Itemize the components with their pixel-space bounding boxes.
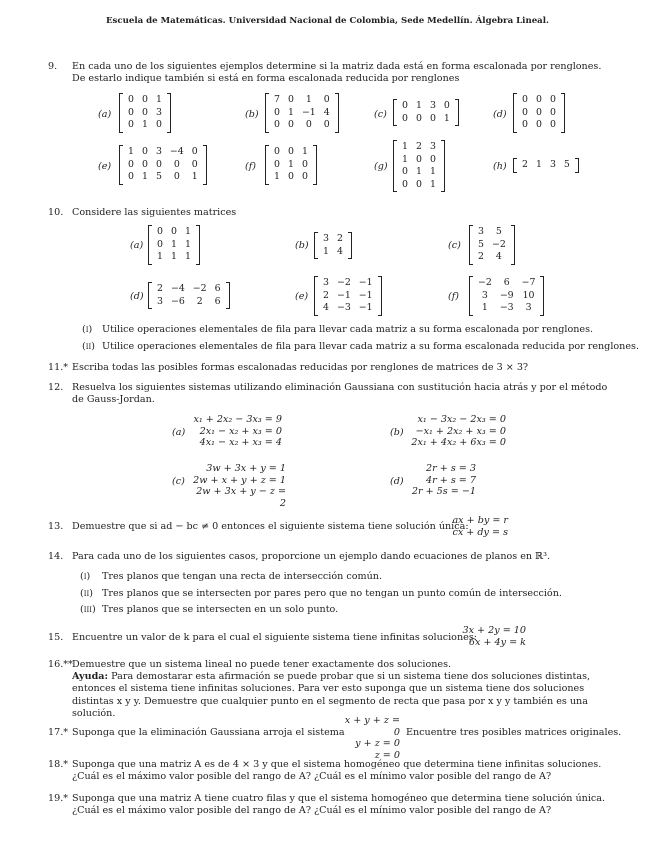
matrix-cell: 0 bbox=[191, 146, 198, 157]
matrix-cell: 3 bbox=[157, 295, 163, 307]
matrix-cell: 1 bbox=[157, 251, 163, 263]
matrix-cell: −2 bbox=[478, 277, 492, 288]
problem-19-text: Suponga que una matriz A tiene cuatro filas y que el sistema homogéneo que determina tiene solución única. ¿Cuál es el máximo valor posible del rango de A? ¿Cuál es el mínimo valor posible del rango de A? bbox=[72, 793, 606, 817]
p10-matrix-c bbox=[469, 225, 515, 265]
matrix-cell: 0 bbox=[173, 158, 180, 170]
matrix-cell: 3 bbox=[323, 233, 329, 244]
p9-matrix-h bbox=[513, 158, 579, 173]
matrix-row bbox=[518, 159, 574, 172]
matrix-grid bbox=[398, 100, 454, 125]
matrix-cell: −1 bbox=[336, 289, 351, 301]
p12-c-eq2: 2w + x + y + z = 1 bbox=[193, 474, 286, 486]
matrix-cell: 0 bbox=[157, 226, 163, 237]
matrix-cell: 1 bbox=[287, 158, 294, 170]
problem-16-text: Demuestre que un sistema lineal no puede tener exactamente dos soluciones. bbox=[72, 659, 452, 670]
matrix-cell: 1 bbox=[184, 226, 191, 237]
matrix-cell: 1 bbox=[274, 171, 280, 183]
problem-18-text: Suponga que una matriz A es de 4 × 3 y que el sistema homogéneo que determina tiene infinitas soluciones. ¿Cuál es el máximo valor posible del rango de A? ¿Cuál es el mínimo valor posible del rango de A? bbox=[72, 759, 602, 783]
matrix-cell: 2 bbox=[196, 295, 203, 307]
matrix-cell: 0 bbox=[274, 106, 280, 118]
p10-label-c: (c) bbox=[448, 240, 461, 251]
matrix-row bbox=[474, 226, 510, 239]
matrix-cell: 1 bbox=[184, 251, 191, 263]
matrix-row bbox=[518, 107, 560, 120]
matrix-cell: 0 bbox=[522, 106, 528, 118]
p12-label-b: (b) bbox=[390, 427, 404, 438]
matrix-row bbox=[153, 239, 195, 252]
p10-label-b: (b) bbox=[295, 240, 309, 251]
p9-label-d: (d) bbox=[493, 109, 507, 120]
matrix-cell: 3 bbox=[155, 106, 162, 118]
matrix-row bbox=[474, 277, 539, 290]
matrix-cell: −3 bbox=[499, 302, 514, 314]
matrix-cell: 1 bbox=[415, 100, 422, 111]
p12-label-d: (d) bbox=[390, 476, 404, 487]
matrix-cell: −1 bbox=[358, 302, 373, 314]
p12-a-eq3: 4x₁ − x₂ + x₃ = 4 bbox=[199, 437, 282, 449]
p9-matrix-f bbox=[265, 145, 317, 185]
matrix-cell: 0 bbox=[415, 178, 422, 190]
p10-sub-ii-number: (ii) bbox=[82, 341, 96, 352]
p16-hint-label: Ayuda: bbox=[72, 671, 109, 682]
matrix-cell: 0 bbox=[549, 94, 556, 105]
matrix-cell: 0 bbox=[128, 158, 134, 170]
matrix-cell: 1 bbox=[301, 146, 308, 157]
p12-b-eq2: −x₁ + 2x₂ + x₃ = 0 bbox=[415, 425, 506, 437]
p10-label-e: (e) bbox=[295, 291, 309, 302]
matrix-cell: 0 bbox=[274, 158, 280, 170]
problem-12-text: Resuelva los siguientes sistemas utilizando eliminación Gaussiana con sustitución hacia atrás y por el método de Gauss-Jordan. bbox=[72, 382, 608, 406]
problem-9-number: 9. bbox=[48, 61, 58, 72]
matrix-cell: 0 bbox=[402, 112, 408, 124]
matrix-row bbox=[398, 113, 454, 126]
matrix-row bbox=[398, 166, 440, 179]
problem-15-number: 15. bbox=[48, 632, 64, 643]
matrix-cell: 3 bbox=[155, 146, 162, 157]
problem-9-text: En cada uno de los siguientes ejemplos determine si la matriz dada está en forma escalonada por renglones. De estarlo indique también si está en forma escalonada reducida por renglones bbox=[72, 61, 602, 85]
p14-sub-ii-text: Tres planos que se intersecten por pares pero que no tengan un punto común de intersección. bbox=[102, 588, 562, 599]
problem-17-text: Suponga que la eliminación Gaussiana arroja el sistema bbox=[72, 727, 345, 738]
p10-label-f: (f) bbox=[448, 291, 460, 302]
matrix-grid bbox=[518, 159, 574, 172]
matrix-cell: 0 bbox=[128, 119, 134, 131]
matrix-grid bbox=[270, 146, 312, 184]
problem-13-text: Demuestre que si ad − bc ≠ 0 entonces el siguiente sistema tiene solución única: bbox=[72, 521, 469, 532]
p12-d-eq3: 2r + 5s = −1 bbox=[411, 486, 476, 498]
matrix-row bbox=[398, 100, 454, 113]
matrix-cell: −9 bbox=[499, 289, 514, 301]
problem-17-number: 17.* bbox=[48, 727, 69, 738]
p12-system-b bbox=[408, 414, 506, 449]
matrix-cell: 1 bbox=[155, 94, 162, 105]
p10-matrix-d bbox=[148, 282, 230, 309]
matrix-row bbox=[270, 107, 334, 120]
matrix-cell: 0 bbox=[429, 112, 436, 124]
matrix-cell: 5 bbox=[495, 226, 502, 237]
matrix-cell: 2 bbox=[323, 289, 329, 301]
matrix-grid bbox=[270, 94, 334, 132]
p12-d-eq2: 4r + s = 7 bbox=[426, 474, 476, 486]
matrix-grid bbox=[398, 141, 440, 191]
matrix-cell: 10 bbox=[522, 289, 535, 301]
matrix-row bbox=[153, 283, 225, 296]
matrix-row bbox=[270, 171, 312, 184]
p13-system bbox=[450, 515, 508, 538]
problem-19-number: 19.* bbox=[48, 793, 69, 804]
p13-eq2: cx + dy = s bbox=[452, 526, 508, 538]
matrix-grid bbox=[153, 283, 225, 308]
problem-15-text: Encuentre un valor de k para el cual el siguiente sistema tiene infinitas soluciones: bbox=[72, 632, 477, 643]
matrix-cell: 0 bbox=[402, 166, 408, 178]
matrix-cell: 3 bbox=[429, 100, 436, 111]
matrix-row bbox=[153, 251, 195, 264]
matrix-cell: 2 bbox=[522, 159, 528, 170]
matrix-cell: 1 bbox=[287, 106, 294, 118]
matrix-cell: 0 bbox=[415, 112, 422, 124]
matrix-cell: 3 bbox=[525, 302, 532, 314]
matrix-row bbox=[319, 290, 377, 303]
matrix-cell: 4 bbox=[323, 106, 330, 118]
p9-matrix-d bbox=[513, 93, 565, 133]
matrix-cell: 0 bbox=[141, 158, 148, 170]
matrix-cell: −6 bbox=[170, 295, 185, 307]
matrix-cell: 0 bbox=[301, 158, 308, 170]
matrix-cell: 3 bbox=[323, 277, 329, 288]
matrix-row bbox=[270, 119, 334, 132]
matrix-cell: −4 bbox=[169, 146, 184, 157]
p10-matrix-a bbox=[148, 225, 200, 265]
p9-label-f: (f) bbox=[245, 161, 257, 172]
matrix-cell: 2 bbox=[336, 233, 343, 244]
p14-sub-i-text: Tres planos que tengan una recta de intersección común. bbox=[102, 571, 383, 582]
p15-eq1: 3x + 2y = 10 bbox=[462, 625, 526, 636]
p14-sub-iii-number: (iii) bbox=[80, 604, 96, 615]
matrix-cell: 0 bbox=[549, 119, 556, 131]
matrix-cell: −1 bbox=[358, 277, 373, 288]
matrix-cell: −1 bbox=[358, 289, 373, 301]
p10-matrix-b bbox=[314, 232, 352, 259]
matrix-cell: 1 bbox=[128, 146, 134, 157]
matrix-grid bbox=[124, 146, 202, 184]
p9-label-a: (a) bbox=[98, 109, 112, 120]
problem-17-after: Encuentre tres posibles matrices originales. bbox=[406, 727, 622, 738]
matrix-cell: 3 bbox=[481, 289, 488, 301]
matrix-row bbox=[124, 146, 202, 159]
matrix-cell: 1 bbox=[184, 238, 191, 250]
matrix-cell: 0 bbox=[402, 100, 408, 111]
p10-label-d: (d) bbox=[130, 291, 144, 302]
matrix-cell: 1 bbox=[191, 171, 198, 183]
matrix-cell: 5 bbox=[563, 159, 570, 170]
matrix-cell: 1 bbox=[170, 251, 177, 263]
p16-hint-text: Para demostarar esta afirmación se puede probar que si un sistema tiene dos soluciones distintas, entonces el sistema tiene infinitas soluciones. Para ver esto suponga que un sistema tiene dos soluciones distintas x y y. Demuestre que cualquier punto en el segmento de recta que pasa por x y y también es una solución. bbox=[72, 671, 591, 720]
matrix-row bbox=[319, 246, 347, 259]
matrix-cell: 0 bbox=[141, 146, 148, 157]
p12-d-eq1: 2r + s = 3 bbox=[426, 463, 476, 474]
p9-matrix-c bbox=[393, 99, 459, 126]
matrix-cell: 3 bbox=[429, 141, 436, 152]
matrix-cell: 0 bbox=[522, 119, 528, 131]
matrix-cell: −4 bbox=[170, 283, 185, 294]
p9-label-e: (e) bbox=[98, 161, 112, 172]
p10-sub-i-number: (i) bbox=[82, 324, 93, 335]
matrix-grid bbox=[124, 94, 166, 132]
p12-c-eq1: 3w + 3x + y = 1 bbox=[206, 463, 286, 474]
problem-10-text: Considere las siguientes matrices bbox=[72, 207, 237, 218]
p14-sub-iii-text: Tres planos que se intersecten en un solo punto. bbox=[102, 604, 339, 615]
p12-b-eq1: x₁ − 3x₂ − 2x₃ = 0 bbox=[417, 414, 506, 425]
matrix-row bbox=[518, 94, 560, 107]
p13-eq1: ax + by = r bbox=[452, 515, 508, 526]
p9-matrix-g bbox=[393, 140, 445, 192]
matrix-cell: 4 bbox=[495, 251, 502, 263]
matrix-row bbox=[474, 239, 510, 252]
matrix-cell: 0 bbox=[305, 119, 312, 131]
matrix-cell: 0 bbox=[287, 171, 294, 183]
p9-matrix-a bbox=[119, 93, 171, 133]
matrix-row bbox=[270, 146, 312, 159]
matrix-cell: 1 bbox=[415, 166, 422, 178]
p10-matrix-e bbox=[314, 276, 382, 316]
matrix-cell: −3 bbox=[336, 302, 351, 314]
p12-system-c bbox=[190, 463, 286, 509]
matrix-cell: −7 bbox=[521, 277, 536, 288]
matrix-grid bbox=[153, 226, 195, 264]
matrix-cell: 0 bbox=[287, 146, 294, 157]
matrix-grid bbox=[319, 277, 377, 315]
p15-eq2: 6x + 4y = k bbox=[468, 636, 526, 648]
p9-label-b: (b) bbox=[245, 109, 259, 120]
matrix-grid bbox=[319, 233, 347, 258]
matrix-row bbox=[319, 233, 347, 246]
matrix-grid bbox=[474, 226, 510, 264]
matrix-cell: 0 bbox=[429, 153, 436, 165]
matrix-row bbox=[124, 171, 202, 184]
p12-c-eq3: 2w + 3x + y − z = 2 bbox=[196, 486, 286, 509]
problem-18-number: 18.* bbox=[48, 759, 69, 770]
problem-16-number: 16.** bbox=[48, 659, 73, 670]
matrix-cell: 0 bbox=[155, 158, 162, 170]
matrix-cell: 0 bbox=[170, 226, 177, 237]
p10-label-a: (a) bbox=[130, 240, 144, 251]
p9-label-h: (h) bbox=[493, 161, 507, 172]
matrix-cell: 0 bbox=[274, 146, 280, 157]
matrix-grid bbox=[518, 94, 560, 132]
matrix-row bbox=[319, 277, 377, 290]
matrix-cell: 2 bbox=[478, 251, 484, 263]
problem-12-number: 12. bbox=[48, 382, 64, 393]
matrix-row bbox=[319, 302, 377, 315]
matrix-cell: 0 bbox=[549, 106, 556, 118]
matrix-cell: 4 bbox=[323, 302, 329, 314]
p15-system bbox=[462, 625, 526, 648]
matrix-cell: 0 bbox=[141, 106, 148, 118]
matrix-cell: 1 bbox=[429, 178, 436, 190]
matrix-cell: 0 bbox=[128, 106, 134, 118]
p10-sub-i-text: Utilice operaciones elementales de fila para llevar cada matriz a su forma escalonada por renglones. bbox=[102, 324, 594, 335]
matrix-row bbox=[270, 94, 334, 107]
matrix-row bbox=[474, 290, 539, 303]
matrix-cell: 0 bbox=[443, 100, 450, 111]
p10-sub-ii-text: Utilice operaciones elementales de fila para llevar cada matriz a su forma escalonada reducida por renglones. bbox=[102, 341, 640, 352]
matrix-cell: 1 bbox=[305, 94, 312, 105]
matrix-cell: 1 bbox=[481, 302, 488, 314]
problem-13-number: 13. bbox=[48, 521, 64, 532]
p9-label-c: (c) bbox=[374, 109, 387, 120]
matrix-cell: 0 bbox=[323, 94, 330, 105]
matrix-cell: 0 bbox=[157, 238, 163, 250]
matrix-cell: 5 bbox=[478, 238, 484, 250]
matrix-cell: 0 bbox=[287, 119, 294, 131]
matrix-cell: 5 bbox=[155, 171, 162, 183]
p10-matrix-f bbox=[469, 276, 544, 316]
matrix-cell: 0 bbox=[155, 119, 162, 131]
p12-system-a bbox=[190, 414, 282, 449]
p17-eq1: x + y + z = 0 bbox=[344, 715, 400, 738]
matrix-cell: 0 bbox=[191, 158, 198, 170]
matrix-row bbox=[153, 296, 225, 309]
matrix-cell: 0 bbox=[173, 171, 180, 183]
matrix-cell: 1 bbox=[535, 159, 542, 170]
matrix-cell: 0 bbox=[128, 171, 134, 183]
matrix-row bbox=[474, 302, 539, 315]
matrix-row bbox=[124, 94, 166, 107]
p9-label-g: (g) bbox=[374, 161, 388, 172]
matrix-cell: 1 bbox=[141, 171, 148, 183]
matrix-cell: 1 bbox=[402, 153, 408, 165]
matrix-cell: −1 bbox=[301, 106, 316, 118]
problem-11-text: Escriba todas las posibles formas escalonadas reducidas por renglones de matrices de 3 × 3? bbox=[72, 362, 529, 373]
matrix-cell: 2 bbox=[157, 283, 163, 294]
p14-sub-i-number: (i) bbox=[80, 571, 91, 582]
p9-matrix-e bbox=[119, 145, 207, 185]
matrix-cell: −2 bbox=[491, 238, 506, 250]
matrix-cell: 0 bbox=[535, 94, 542, 105]
p12-a-eq2: 2x₁ − x₂ + x₃ = 0 bbox=[199, 425, 282, 437]
matrix-row bbox=[474, 251, 510, 264]
matrix-row bbox=[124, 119, 166, 132]
problem-14-number: 14. bbox=[48, 551, 64, 562]
matrix-grid bbox=[474, 277, 539, 315]
matrix-cell: 0 bbox=[287, 94, 294, 105]
matrix-cell: 6 bbox=[214, 283, 221, 294]
matrix-row bbox=[124, 107, 166, 120]
matrix-cell: 6 bbox=[503, 277, 510, 288]
problem-11-number: 11.* bbox=[48, 362, 69, 373]
matrix-cell: 0 bbox=[415, 153, 422, 165]
p17-eq3: z = 0 bbox=[374, 749, 400, 761]
matrix-cell: 6 bbox=[214, 295, 221, 307]
matrix-cell: 1 bbox=[323, 245, 329, 257]
matrix-row bbox=[124, 159, 202, 172]
matrix-cell: 0 bbox=[141, 94, 148, 105]
problem-16-hint bbox=[72, 671, 612, 721]
matrix-cell: 1 bbox=[141, 119, 148, 131]
matrix-cell: 3 bbox=[549, 159, 556, 170]
matrix-cell: 0 bbox=[128, 94, 134, 105]
p12-system-d bbox=[408, 463, 476, 498]
matrix-row bbox=[398, 154, 440, 167]
matrix-cell: 1 bbox=[429, 166, 436, 178]
matrix-row bbox=[398, 179, 440, 192]
matrix-cell: 1 bbox=[443, 112, 450, 124]
matrix-cell: 2 bbox=[415, 141, 422, 152]
p14-sub-ii-number: (ii) bbox=[80, 588, 94, 599]
matrix-cell: 0 bbox=[402, 178, 408, 190]
matrix-cell: 0 bbox=[301, 171, 308, 183]
matrix-cell: 1 bbox=[170, 238, 177, 250]
p17-system bbox=[336, 715, 400, 761]
matrix-cell: 3 bbox=[478, 226, 484, 237]
matrix-row bbox=[270, 159, 312, 172]
matrix-row bbox=[518, 119, 560, 132]
matrix-cell: −2 bbox=[192, 283, 207, 294]
p17-eq2: y + z = 0 bbox=[355, 738, 400, 750]
matrix-row bbox=[398, 141, 440, 154]
p12-label-a: (a) bbox=[172, 427, 186, 438]
matrix-cell: 4 bbox=[336, 245, 343, 257]
matrix-cell: 0 bbox=[323, 119, 330, 131]
p9-matrix-b bbox=[265, 93, 339, 133]
problem-10-number: 10. bbox=[48, 207, 64, 218]
matrix-cell: 0 bbox=[535, 119, 542, 131]
matrix-cell: 7 bbox=[274, 94, 280, 105]
p12-b-eq3: 2x₁ + 4x₂ + 6x₃ = 0 bbox=[411, 437, 506, 449]
matrix-cell: 0 bbox=[522, 94, 528, 105]
matrix-cell: 0 bbox=[274, 119, 280, 131]
page-header: Escuela de Matemáticas. Universidad Nacional de Colombia, Sede Medellín. Álgebra Lineal. bbox=[105, 16, 549, 26]
matrix-cell: 0 bbox=[535, 106, 542, 118]
matrix-row bbox=[153, 226, 195, 239]
problem-14-text: Para cada uno de los siguientes casos, proporcione un ejemplo dando ecuaciones de planos en ℝ³. bbox=[72, 551, 551, 562]
p12-a-eq1: x₁ + 2x₂ − 3x₃ = 9 bbox=[193, 414, 282, 425]
matrix-cell: 1 bbox=[402, 141, 408, 152]
p12-label-c: (c) bbox=[172, 476, 185, 487]
matrix-cell: −2 bbox=[336, 277, 351, 288]
